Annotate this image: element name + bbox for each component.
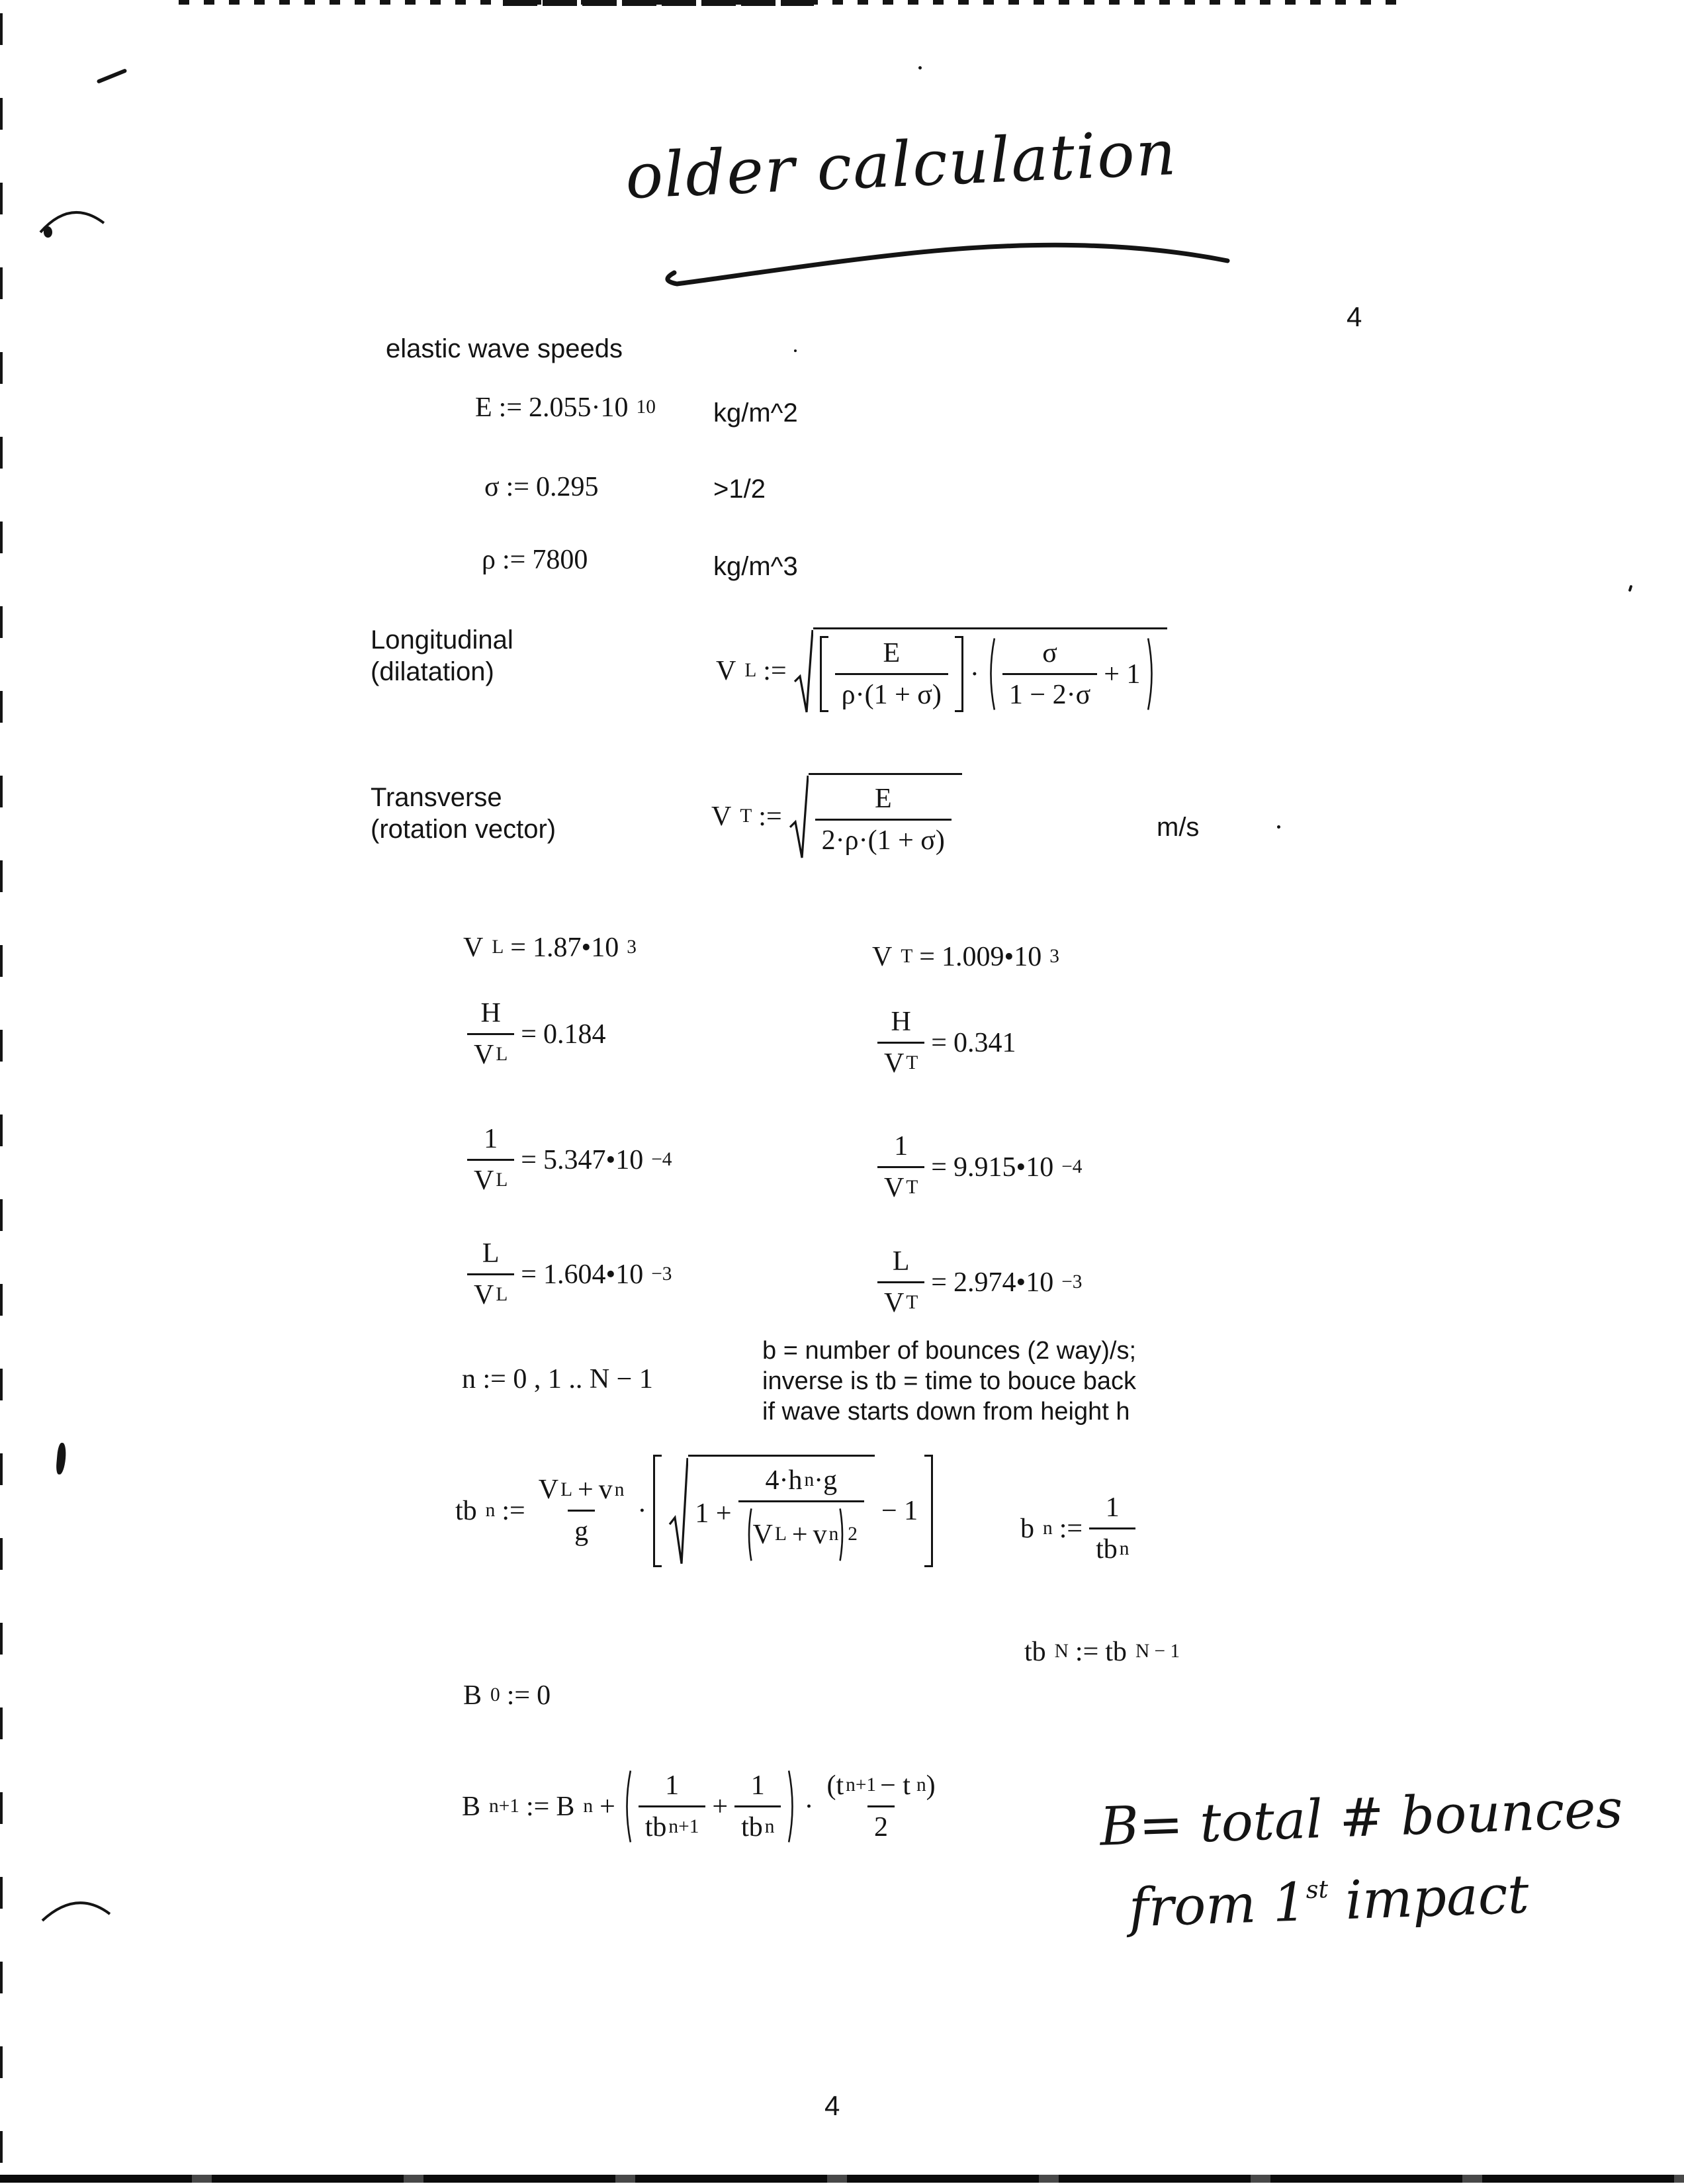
value: 0.295 [536, 472, 599, 502]
right-paren-icon [1147, 636, 1157, 712]
assign-op: := [502, 545, 526, 575]
var: v [813, 1519, 827, 1550]
note-sigma: >1/2 [713, 475, 766, 504]
value: 1.009•10 [941, 942, 1042, 972]
exponent: −4 [651, 1148, 672, 1170]
term: 4·h [765, 1465, 803, 1496]
unit-E: kg/m^2 [713, 398, 798, 428]
assign-op: := [525, 1791, 550, 1822]
sub-n: n [583, 1795, 594, 1817]
result-h-over-vt [877, 1005, 1016, 1081]
var-sigma: σ [484, 472, 500, 502]
label-dilatation: (dilatation) [371, 657, 494, 686]
left-paren-icon [986, 636, 996, 712]
exponent: −4 [1061, 1156, 1083, 1177]
var-tb: tb [1024, 1637, 1046, 1667]
assign-op: := [758, 801, 782, 832]
assign-op: := [763, 656, 787, 686]
numerator: 1 [894, 1131, 908, 1161]
var-VL: V [716, 656, 736, 686]
var: V [538, 1475, 559, 1506]
equals: = [919, 942, 935, 972]
sub: L [496, 1284, 508, 1306]
bounce-note-line2: inverse is tb = time to bouce back [762, 1367, 1137, 1395]
right-square-bracket [955, 636, 963, 712]
fraction [738, 1463, 864, 1565]
denominator [877, 1281, 924, 1320]
value: 2.055·10 [529, 392, 629, 423]
value: 0 [537, 1680, 551, 1711]
scan-artifact-top-edge-dense [503, 0, 814, 6]
var: V [474, 1280, 494, 1310]
right-square-bracket [924, 1455, 933, 1567]
value: 5.347•10 [543, 1144, 644, 1175]
numerator: L [482, 1238, 500, 1269]
denominator: 2·ρ·(1 + σ) [815, 819, 952, 858]
equals: = [931, 1152, 947, 1183]
scan-artifact-ink-blot [56, 1443, 67, 1475]
equals: = [521, 1019, 537, 1050]
denominator: 2 [867, 1805, 895, 1844]
handwritten-note-line2 [1128, 1863, 1530, 1938]
denominator [639, 1805, 706, 1844]
numerator: σ [1042, 638, 1057, 668]
var: V [752, 1519, 773, 1550]
value: 1.604•10 [543, 1259, 644, 1290]
left-paren-icon [622, 1768, 632, 1844]
label-longitudinal: Longitudinal [371, 625, 513, 655]
sub: L [560, 1479, 573, 1500]
scan-artifact-speck [918, 66, 922, 69]
label-rotation-vector: (rotation vector) [371, 815, 556, 844]
sub: n+1 [668, 1816, 699, 1838]
sub-N-1: N − 1 [1135, 1641, 1180, 1662]
sub-n+1: n+1 [489, 1795, 519, 1817]
assign-op: := [506, 472, 529, 502]
denominator: 1 − 2·σ [1002, 673, 1097, 712]
right-paren-icon [787, 1768, 797, 1844]
term: ·g [814, 1465, 838, 1496]
var-rho: ρ [482, 545, 496, 575]
denominator [1089, 1527, 1135, 1567]
equals: = [521, 1144, 537, 1175]
square-root [793, 627, 1168, 715]
one-plus: 1 + [695, 1498, 732, 1529]
sub: n [804, 1469, 815, 1491]
scan-artifact-speck [1277, 825, 1280, 829]
left-paren: ( [826, 1770, 836, 1801]
assign-op: := [1059, 1513, 1083, 1544]
equals: = [510, 933, 526, 963]
value: 9.915•10 [953, 1152, 1054, 1183]
numerator: E [883, 638, 901, 668]
value: 0.341 [953, 1027, 1016, 1058]
sub: T [906, 1052, 918, 1074]
equals: = [521, 1259, 537, 1290]
value: 2.974•10 [953, 1267, 1054, 1298]
section-heading: elastic wave speeds [386, 334, 623, 363]
sub: T [901, 946, 913, 968]
result-inv-vl [467, 1122, 672, 1198]
sub-L: L [744, 660, 757, 682]
var: V [463, 933, 484, 963]
superscript-st: st [1305, 1874, 1329, 1905]
handwritten-title: older calculation [624, 116, 1179, 214]
numerator: E [874, 784, 892, 814]
scan-artifact-blob [44, 226, 52, 238]
sub: n [614, 1479, 625, 1500]
denominator: g [568, 1510, 595, 1549]
sub-n: n [485, 1500, 496, 1522]
plus: + [599, 1791, 615, 1822]
var-tb: tb [455, 1495, 477, 1526]
scan-artifact-arc [40, 1888, 114, 1925]
sub-N: N [1054, 1641, 1069, 1662]
sub: n [828, 1524, 839, 1545]
plus: + [578, 1475, 594, 1506]
var: tb [644, 1812, 667, 1843]
var-VT: V [711, 801, 732, 832]
numerator [820, 1768, 942, 1805]
plus-one: + 1 [1104, 659, 1141, 690]
scan-artifact-bottom-edge [0, 2175, 1684, 2183]
numerator: 1 [665, 1770, 680, 1801]
definition-rho [482, 544, 588, 576]
var: V [474, 1040, 494, 1070]
exponent: 2 [848, 1524, 858, 1545]
multiply-dot: · [969, 659, 979, 690]
minus-one: − 1 [881, 1495, 918, 1526]
left-square-bracket [653, 1455, 662, 1567]
result-l-over-vl [467, 1236, 672, 1312]
right-paren-icon [838, 1506, 846, 1563]
left-paren-icon [745, 1506, 753, 1563]
numerator: 1 [1105, 1492, 1120, 1523]
var-b: b [1020, 1513, 1034, 1544]
fraction [1089, 1490, 1135, 1567]
definition-E [475, 392, 656, 424]
unit-rho: kg/m^3 [713, 552, 798, 581]
multiply-dot: · [637, 1495, 647, 1526]
square-root [668, 1455, 875, 1567]
var-E: E [475, 392, 492, 423]
var: V [884, 1048, 905, 1079]
var: V [474, 1165, 494, 1196]
page-number-bottom: 4 [824, 2090, 840, 2121]
var: V [884, 1288, 905, 1318]
fraction [815, 782, 952, 858]
fraction [1002, 636, 1097, 712]
exponent: 3 [1049, 946, 1059, 968]
numerator: 1 [750, 1770, 765, 1801]
minus-term: − t [880, 1770, 910, 1801]
equals: = [931, 1027, 947, 1058]
scan-artifact-left-edge [0, 13, 3, 2164]
radical-icon [793, 627, 813, 715]
var: V [872, 942, 893, 972]
denominator [467, 1159, 514, 1198]
sub-T: T [740, 805, 752, 827]
exponent: 3 [627, 936, 637, 958]
left-square-bracket [820, 636, 828, 712]
formula-bnp1 [462, 1768, 942, 1844]
fraction [820, 1768, 942, 1844]
formula-tbN [1024, 1636, 1180, 1668]
formula-tbn [455, 1455, 933, 1567]
var-B: B [556, 1791, 575, 1822]
formula-vt [711, 773, 962, 860]
var: V [884, 1173, 905, 1203]
var: tb [741, 1812, 763, 1843]
var-B: B [463, 1680, 482, 1711]
square-root [789, 773, 962, 860]
formula-vl [716, 627, 1167, 715]
fraction [877, 1005, 924, 1081]
text: from 1 [1128, 1871, 1307, 1939]
sub: n [1119, 1538, 1130, 1560]
denominator [734, 1805, 781, 1844]
var: v [598, 1475, 613, 1506]
value: 0.184 [543, 1019, 606, 1050]
var: tb [1096, 1534, 1118, 1565]
numerator [758, 1463, 844, 1500]
value: 7800 [532, 545, 588, 575]
scan-artifact-stroke [97, 68, 128, 84]
result-h-over-vl [467, 996, 605, 1072]
var-B: B [462, 1791, 481, 1822]
numerator: H [480, 998, 501, 1028]
result-inv-vt [877, 1129, 1082, 1205]
sub: n [764, 1816, 775, 1838]
denominator [467, 1273, 514, 1312]
fraction [467, 996, 514, 1072]
fraction [734, 1768, 781, 1844]
var-tb: tb [1105, 1637, 1127, 1667]
fraction [877, 1129, 924, 1205]
bounce-note-line1: b = number of bounces (2 way)/s; [762, 1337, 1137, 1365]
assign-op: := [498, 392, 523, 423]
unit-vt: m/s [1157, 813, 1200, 842]
numerator: H [891, 1007, 911, 1037]
assign-op: := [506, 1680, 531, 1711]
exponent: −3 [1061, 1271, 1083, 1293]
fraction [835, 636, 948, 712]
radical-icon [789, 773, 809, 860]
denominator [877, 1166, 924, 1205]
exponent: 10 [636, 396, 656, 418]
value: 1.87•10 [532, 933, 619, 963]
sub-n: n [1043, 1517, 1053, 1539]
denominator [467, 1033, 514, 1072]
assign-op: := [502, 1495, 525, 1526]
right-paren: ) [926, 1770, 936, 1801]
var: t [836, 1770, 844, 1801]
formula-b0 [463, 1680, 551, 1711]
fraction [877, 1244, 924, 1320]
scan-artifact-speck [1628, 585, 1633, 592]
formula-bn [1020, 1490, 1135, 1567]
exponent: −3 [651, 1263, 672, 1285]
bounce-note-line3: if wave starts down from height h [762, 1398, 1130, 1426]
multiply-dot: · [804, 1791, 814, 1822]
plus: + [791, 1519, 808, 1550]
sub: T [906, 1292, 918, 1314]
scan-artifact-speck [794, 349, 797, 352]
sub: n+1 [846, 1774, 877, 1796]
assign-op: := [1075, 1637, 1099, 1667]
sub: L [492, 936, 504, 958]
handwritten-underline-swoosh [652, 233, 1241, 294]
fraction [467, 1122, 514, 1198]
denominator: ρ·(1 + σ) [835, 673, 948, 712]
sub: n [916, 1774, 926, 1796]
numerator: 1 [484, 1124, 498, 1154]
radical-icon [668, 1455, 688, 1567]
definition-sigma [484, 471, 599, 503]
fraction [639, 1768, 706, 1844]
numerator [532, 1473, 631, 1510]
result-l-over-vt [877, 1244, 1082, 1320]
result-vl [463, 932, 637, 964]
definition-n-range: n := 0 , 1 .. N − 1 [462, 1364, 653, 1394]
equals: = [931, 1267, 947, 1298]
text: impact [1344, 1863, 1530, 1932]
fraction [532, 1473, 631, 1549]
sub-0: 0 [490, 1684, 500, 1706]
denominator [738, 1500, 864, 1565]
page-number-top: 4 [1347, 301, 1362, 332]
sub: T [906, 1177, 918, 1199]
numerator: L [892, 1246, 910, 1277]
sub: L [774, 1524, 787, 1545]
sub: L [496, 1169, 508, 1191]
handwritten-note-line1: B= total # bounces [1098, 1778, 1624, 1858]
plus: + [712, 1791, 729, 1822]
sub: L [496, 1044, 508, 1066]
result-vt [872, 941, 1059, 973]
denominator [877, 1042, 924, 1081]
fraction [467, 1236, 514, 1312]
label-transverse: Transverse [371, 783, 502, 812]
